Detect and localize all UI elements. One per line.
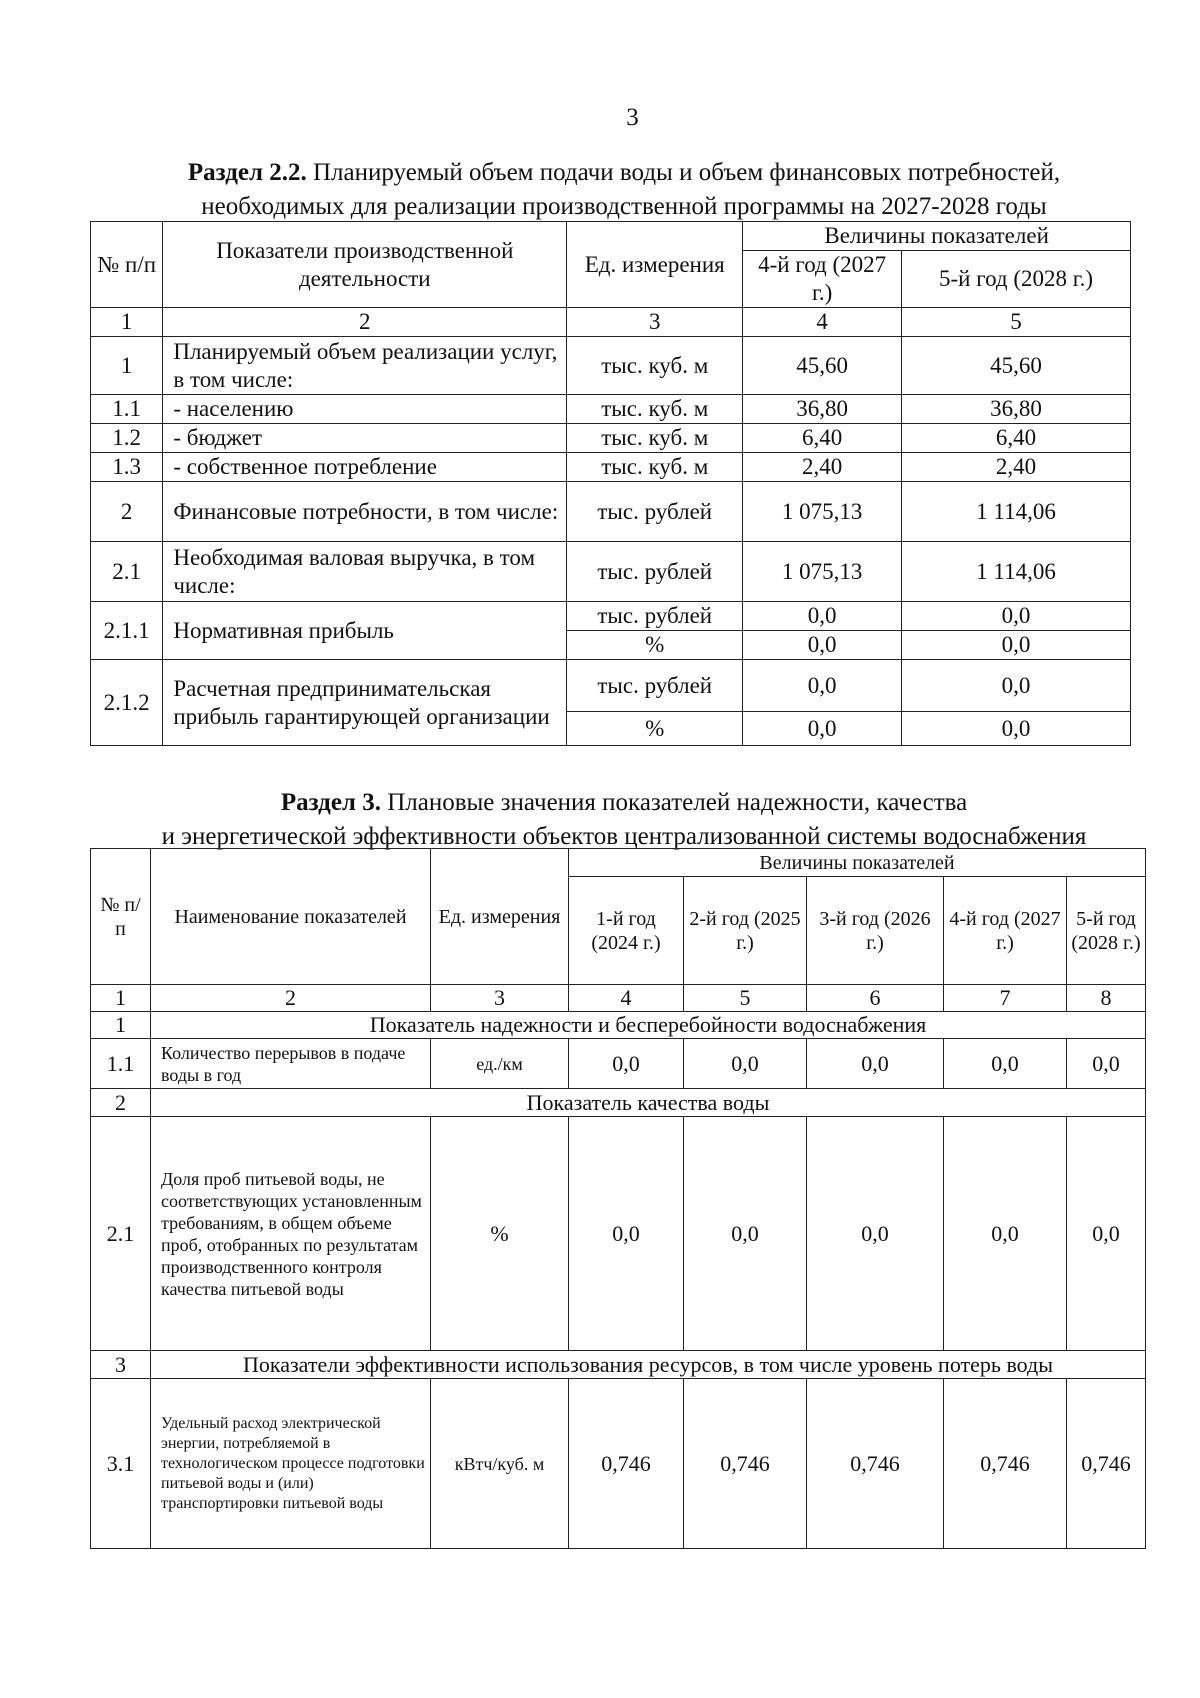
column-numbers-row — [91, 985, 1146, 1012]
row-value: 0,746 — [1067, 1379, 1146, 1549]
row-unit: тыс. рублей — [567, 602, 743, 631]
row-num: 2.1.1 — [91, 602, 163, 660]
row-value-2028: 36,80 — [902, 395, 1131, 424]
row-value-2028: 6,40 — [902, 424, 1131, 453]
section-2-2-title-rest: Планируемый объем подачи воды и объем финансовых потребностей, — [306, 159, 1061, 186]
row-name: - собственное потребление — [163, 453, 567, 482]
header-year4: 4-й год (2027 г.) — [944, 877, 1067, 985]
header-values: Величины показателей — [743, 222, 1131, 251]
section-2-2-title-line2: необходимых для реализации производственной программы на 2027-2028 годы — [201, 193, 1047, 220]
table-row — [91, 660, 1131, 712]
table-row — [91, 337, 1131, 395]
row-name: Планируемый объем реализации услуг, в том числе: — [163, 337, 567, 395]
section-3-table — [90, 848, 1146, 1549]
row-value: 0,0 — [569, 1117, 684, 1351]
row-value: 0,746 — [569, 1379, 684, 1549]
header-unit: Ед. измерения — [431, 849, 569, 985]
group-title: Показатель надежности и бесперебойности водоснабжения — [151, 1012, 1146, 1039]
group-title: Показатели эффективности использования ресурсов, в том числе уровень потерь воды — [151, 1351, 1146, 1379]
table-row — [91, 1117, 1146, 1351]
row-name: - бюджет — [163, 424, 567, 453]
row-name: Количество перерывов в подаче воды в год — [151, 1039, 431, 1089]
col-number: 8 — [1067, 985, 1146, 1012]
section-2-2-title-bold: Раздел 2.2. — [187, 159, 307, 186]
row-value: 0,0 — [684, 1039, 807, 1089]
header-values: Величины показателей — [569, 849, 1146, 877]
row-value: 0,0 — [944, 1039, 1067, 1089]
col-number: 4 — [569, 985, 684, 1012]
row-value-2028: 1 114,06 — [902, 542, 1131, 602]
row-name: - населению — [163, 395, 567, 424]
header-year4: 4-й год (2027 г.) — [743, 251, 902, 308]
header-year5: 5-й год (2028 г.) — [902, 251, 1131, 308]
row-value: 0,746 — [807, 1379, 944, 1549]
row-value-2028: 0,0 — [902, 660, 1131, 712]
row-value: 0,0 — [807, 1039, 944, 1089]
row-value-2028: 0,0 — [902, 631, 1131, 660]
table-row — [91, 1379, 1146, 1549]
col-number: 4 — [743, 308, 902, 337]
row-num: 1.1 — [91, 395, 163, 424]
col-number: 2 — [151, 985, 431, 1012]
row-value-2027: 0,0 — [743, 712, 902, 746]
header-year3: 3-й год (2026 г.) — [807, 877, 944, 985]
table-row — [91, 542, 1131, 602]
group-row — [91, 1089, 1146, 1117]
row-num: 1.2 — [91, 424, 163, 453]
row-value: 0,746 — [684, 1379, 807, 1549]
row-unit: тыс. рублей — [567, 482, 743, 542]
row-value: 0,0 — [1067, 1117, 1146, 1351]
row-name: Удельный расход электрической энергии, потребляемой в технологическом процессе подготовки питьевой воды и (или) транспортировки питьевой воды — [151, 1379, 431, 1549]
group-num: 2 — [91, 1089, 151, 1117]
section-3-title-bold: Раздел 3. — [280, 789, 381, 816]
page-number: 3 — [626, 104, 639, 131]
row-unit: кВтч/куб. м — [431, 1379, 569, 1549]
column-numbers-row — [91, 308, 1131, 337]
row-num: 2.1.2 — [91, 660, 163, 746]
header-unit: Ед. измерения — [567, 222, 743, 308]
header-num: № п/п — [91, 849, 151, 985]
col-number: 7 — [944, 985, 1067, 1012]
row-value: 0,0 — [569, 1039, 684, 1089]
header-indicator: Показатели производственной деятельности — [163, 222, 567, 308]
row-value-2027: 0,0 — [743, 631, 902, 660]
col-number: 1 — [91, 308, 163, 337]
row-name: Нормативная прибыль — [163, 602, 567, 660]
table-row — [91, 395, 1131, 424]
row-value-2027: 6,40 — [743, 424, 902, 453]
row-value-2027: 1 075,13 — [743, 542, 902, 602]
row-num: 2 — [91, 482, 163, 542]
row-unit: % — [567, 631, 743, 660]
header-num: № п/п — [91, 222, 163, 308]
col-number: 5 — [684, 985, 807, 1012]
row-value-2027: 45,60 — [743, 337, 902, 395]
group-num: 3 — [91, 1351, 151, 1379]
col-number: 6 — [807, 985, 944, 1012]
row-value-2027: 0,0 — [743, 602, 902, 631]
row-unit: % — [567, 712, 743, 746]
row-num: 1 — [91, 337, 163, 395]
row-num: 2.1 — [91, 542, 163, 602]
row-unit: % — [431, 1117, 569, 1351]
section-3-title-rest: Плановые значения показателей надежности, качества — [380, 789, 968, 816]
group-row — [91, 1012, 1146, 1039]
table-row — [91, 602, 1131, 631]
col-number: 5 — [902, 308, 1131, 337]
row-value-2028: 0,0 — [902, 712, 1131, 746]
row-value-2028: 45,60 — [902, 337, 1131, 395]
section-3-title — [58, 786, 1190, 854]
table-row — [91, 1039, 1146, 1089]
row-num: 3.1 — [91, 1379, 151, 1549]
row-value: 0,0 — [1067, 1039, 1146, 1089]
group-title: Показатель качества воды — [151, 1089, 1146, 1117]
row-name: Финансовые потребности, в том числе: — [163, 482, 567, 542]
row-unit: тыс. куб. м — [567, 337, 743, 395]
table-row — [91, 424, 1131, 453]
col-number: 1 — [91, 985, 151, 1012]
row-unit: тыс. рублей — [567, 542, 743, 602]
row-unit: тыс. куб. м — [567, 424, 743, 453]
table-row — [91, 453, 1131, 482]
row-unit: тыс. куб. м — [567, 453, 743, 482]
row-value-2027: 2,40 — [743, 453, 902, 482]
row-value-2027: 1 075,13 — [743, 482, 902, 542]
row-num: 1.3 — [91, 453, 163, 482]
row-value-2028: 2,40 — [902, 453, 1131, 482]
row-name: Необходимая валовая выручка, в том числе: — [163, 542, 567, 602]
header-year2: 2-й год (2025 г.) — [684, 877, 807, 985]
group-num: 1 — [91, 1012, 151, 1039]
section-3-title-line2: и энергетической эффективности объектов централизованной системы водоснабжения — [161, 823, 1087, 850]
row-name: Расчетная предпринимательская прибыль гарантирующей организации — [163, 660, 567, 746]
row-value: 0,0 — [684, 1117, 807, 1351]
group-row — [91, 1351, 1146, 1379]
row-value-2027: 0,0 — [743, 660, 902, 712]
row-value: 0,0 — [807, 1117, 944, 1351]
header-year1: 1-й год (2024 г.) — [569, 877, 684, 985]
col-number: 3 — [431, 985, 569, 1012]
row-unit: тыс. куб. м — [567, 395, 743, 424]
row-num: 2.1 — [91, 1117, 151, 1351]
row-value-2028: 0,0 — [902, 602, 1131, 631]
row-name: Доля проб питьевой воды, не соответствующих установленным требованиям, в общем объеме проб, отобранных по результатам производственного контроля качества питьевой воды — [151, 1117, 431, 1351]
row-value: 0,0 — [944, 1117, 1067, 1351]
row-value-2027: 36,80 — [743, 395, 902, 424]
row-value-2028: 1 114,06 — [902, 482, 1131, 542]
col-number: 3 — [567, 308, 743, 337]
row-unit: ед./км — [431, 1039, 569, 1089]
row-num: 1.1 — [91, 1039, 151, 1089]
header-year5: 5-й год (2028 г.) — [1067, 877, 1146, 985]
table-row — [91, 482, 1131, 542]
row-unit: тыс. рублей — [567, 660, 743, 712]
header-indicator: Наименование показателей — [151, 849, 431, 985]
row-value: 0,746 — [944, 1379, 1067, 1549]
section-2-2-table — [90, 221, 1131, 746]
col-number: 2 — [163, 308, 567, 337]
section-2-2-title — [58, 156, 1190, 224]
